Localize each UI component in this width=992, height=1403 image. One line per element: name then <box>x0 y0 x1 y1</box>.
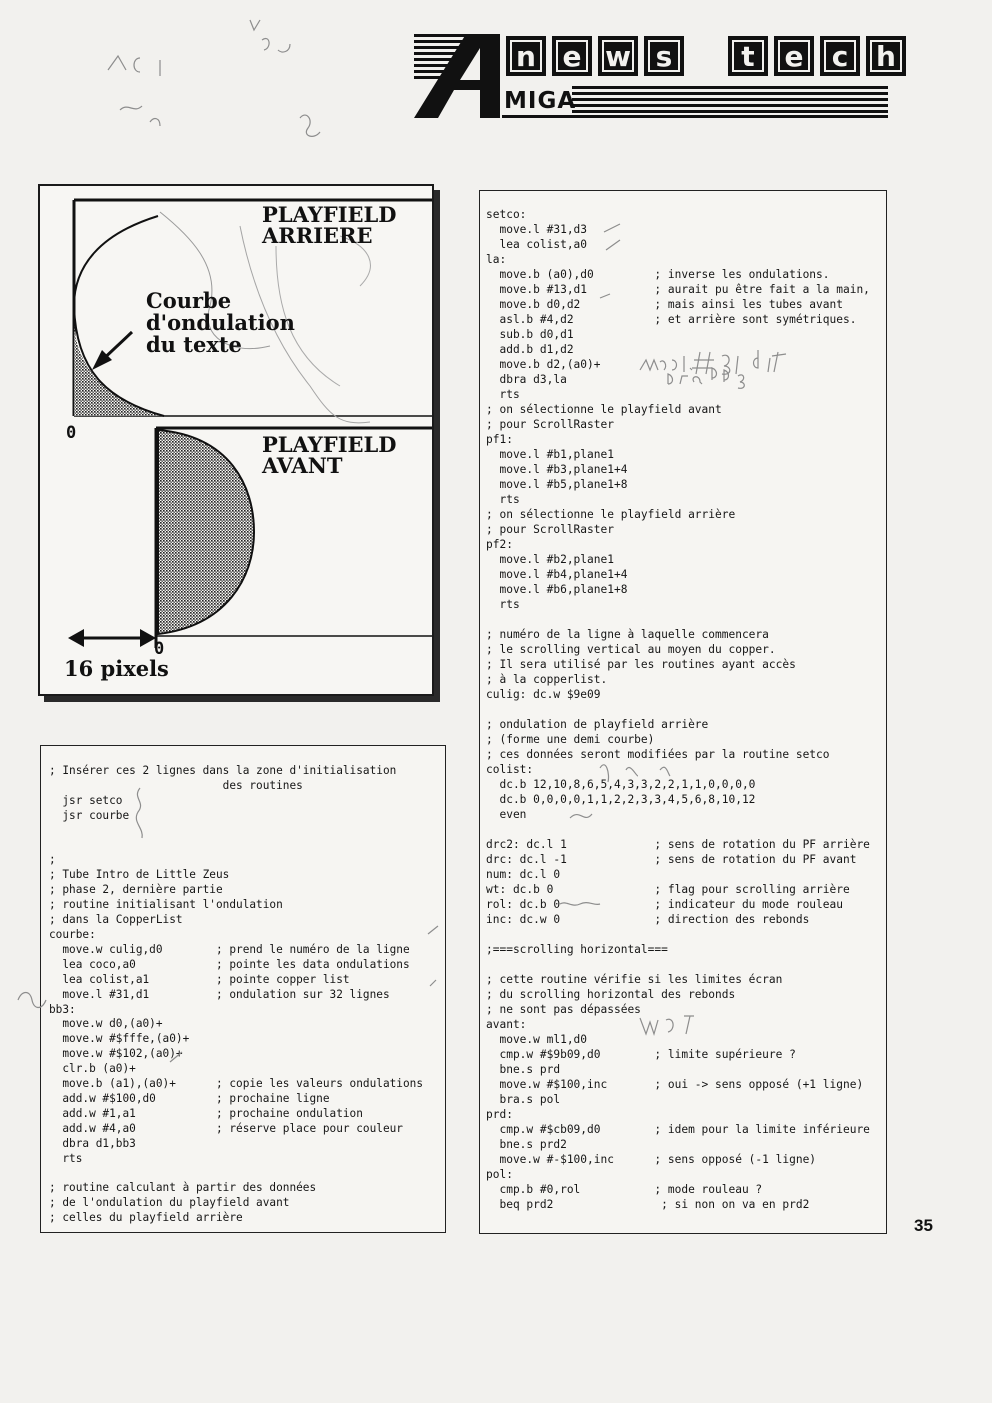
logo-letter-tile: w <box>598 36 638 76</box>
amiga-news-tech-logo <box>414 34 896 118</box>
logo-letter-tile: c <box>820 36 860 76</box>
page-number: 35 <box>914 1216 933 1235</box>
label-courbe-ondulation: Courbe d'ondulation du texte <box>146 288 295 357</box>
label-playfield-arriere: PLAYFIELD ARRIERE <box>262 202 397 248</box>
logo-letter-tiles <box>506 36 896 78</box>
label-playfield-avant: PLAYFIELD AVANT <box>262 432 397 478</box>
code-text-left: ; Insérer ces 2 lignes dans la zone d'initialisation des routines jsr setco jsr courbe ; ; Tube Intro de Little Zeus ; phase 2, dernière partie ; routine initialisant l'ondulation ; dans la CopperList courbe: move.w culig,d0 ; prend le numéro de la ligne lea coco,a0 ; pointe les data ondulations lea colist,a1 ; pointe copper list move.l #31,d1 ; ondulation sur 32 lignes bb3: move.w d0,(a0)+ move.w #$fffe,(a0)+ move.w #$102,(a0)+ clr.b (a0)+ move.b (a1),(a0)+ ; copie les valeurs ondulations add.w #$100,d0 ; prochaine ligne add.w #1,a1 ; prochaine ondulation add.w #4,a0 ; réserve place pour couleur dbra d1,bb3 rts ; routine calculant à partir des données ; de l'ondulation du playfield avant ; celles du playfield arrière <box>49 764 424 1225</box>
logo-brand-text: MIGA <box>504 88 577 114</box>
logo-letter-tile: h <box>866 36 906 76</box>
logo-letter-tile: e <box>552 36 592 76</box>
logo-letter-tile: s <box>644 36 684 76</box>
label-16-pixels: 16 pixels <box>64 656 169 681</box>
label-zero-bottom: 0 <box>154 639 165 659</box>
code-listing-right <box>479 190 887 1234</box>
front-curve-fill <box>158 430 254 634</box>
logo-letter-tile: e <box>774 36 814 76</box>
logo-letter-tile: n <box>506 36 546 76</box>
code-text-right: setco: move.l #31,d3 lea colist,a0 la: move.b (a0),d0 ; inverse les ondulations. move.b #13,d1 ; aurait pu être fait a la main, move.b d0,d2 ; mais ainsi les tubes avant asl.b #4,d2 ; et arrière sont symétriques. sub.b d0,d1 add.b d1,d2 move.b d2,(a0)+ dbra d3,la rts ; on sélectionne le playfield avant ; pour ScrollRaster pf1: move.l #b1,plane1 move.l #b3,plane1+4 move.l #b5,plane1+8 rts ; on sélectionne le playfield arrière ; pour ScrollRaster pf2: move.l #b2,plane1 move.l #b4,plane1+4 move.l #b6,plane1+8 rts ; numéro de la ligne à laquelle commencera ; le scrolling vertical au moyen du copper. ; Il sera utilisé par les routines ayant accès ; à la copperlist. culig: dc.w $9e09 ; ondulation de playfield arrière ; (forme une demi courbe) ; ces données seront modifiées par la routine setco colist: dc.b 12,10,8,6,5,4,3,3,2,2,1,1,0,0,0,0 dc.b 0,0,0,0,1,1,2,2,3,3,4,5,6,8,10,12 even drc2: dc.l 1 ; sens de rotation du PF arrière drc: dc.l -1 ; sens de rotation du PF avant num: dc.l 0 wt: dc.b 0 ; flag pour scrolling arrière rol: dc.b 0 ; indicateur du mode rouleau inc: dc.w 0 ; direction des rebonds ;===scrolling horizontal=== ; cette routine vérifie si les limites écran ; du scrolling horizontal des rebonds ; ne sont pas dépassées avant: move.w ml1,d0 cmp.w #$9b09,d0 ; limite supérieure ? bne.s prd move.w #$100,inc ; oui -> sens opposé (+1 ligne) bra.s pol prd: cmp.w #$cb09,d0 ; idem pour la limite inférieure bne.s prd2 move.w #-$100,inc ; sens opposé (-1 ligne) pol: cmp.b #0,rol ; mode rouleau ? beq prd2 ; si non on va en prd2 <box>486 208 870 1211</box>
label-zero-left: 0 <box>66 423 77 443</box>
code-listing-left <box>40 745 446 1233</box>
playfield-figure <box>38 184 434 696</box>
logo-letter-tile: t <box>728 36 768 76</box>
